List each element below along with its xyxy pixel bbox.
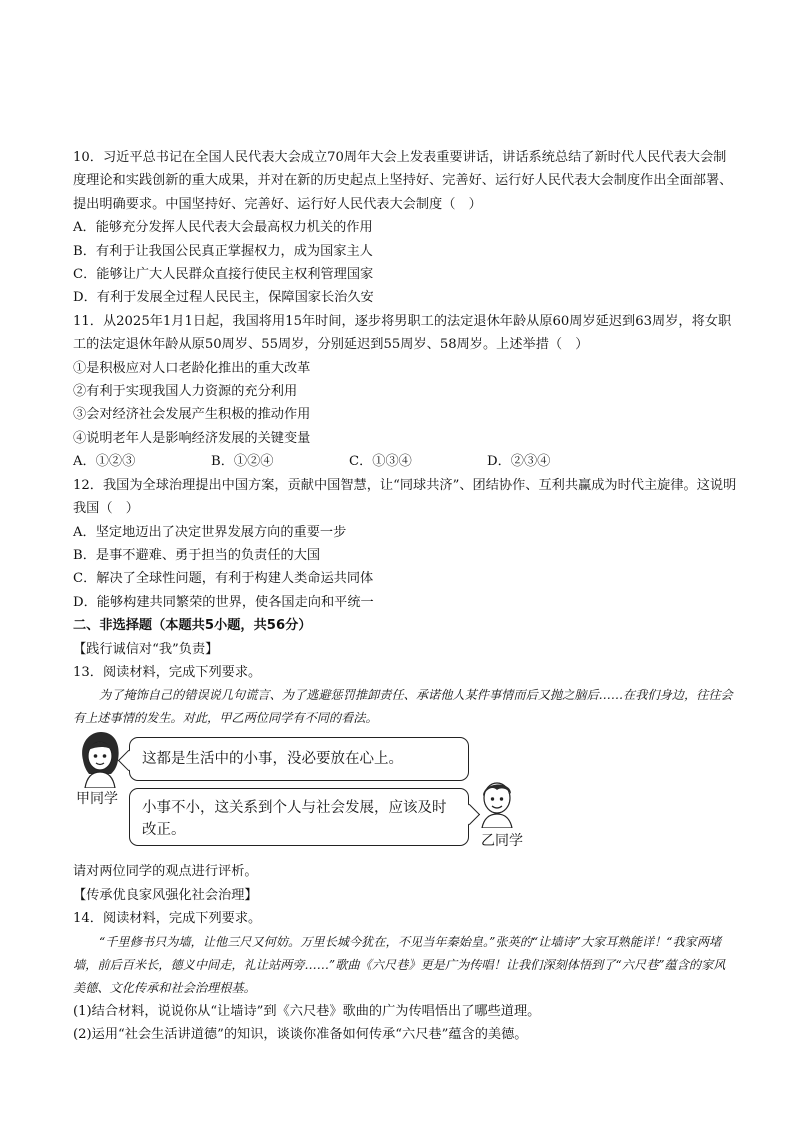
q14-stem: 14．阅读材料，完成下列要求。 — [73, 911, 262, 927]
q13-task: 请对两位同学的观点进行评析。 — [73, 864, 258, 880]
section-title: 二、非选择题（本题共5小题，共56分） — [73, 618, 312, 634]
q10-option-d: D．有利于发展全过程人民民主，保障国家长治久安 — [73, 290, 374, 306]
q13-dialog-illustration — [73, 732, 737, 854]
student-a-label: 甲同学 — [76, 791, 118, 808]
exam-page — [73, 146, 737, 1046]
q14-material: “千里修书只为墙，让他三尺又何妨。万里长城今犹在，不见当年秦始皇。”张英的“让墙诗”大家耳熟能详！“我家两堵墙，前后百米长，德义中间走，礼让站两旁……”歌曲《六尺巷》更是广为传唱！让我们深刻体悟到了“六尺巷”蕴含的家风美德、文化传承和社会治理根基。 — [73, 934, 726, 995]
speech-bubble-a: 这都是生活中的小事，没必要放在心上。 — [129, 737, 469, 781]
q11-choice-d: D．②③④ — [487, 454, 551, 470]
q10-option-b: B．有利于让我国公民真正掌握权力，成为国家主人 — [73, 243, 373, 259]
q10-option-c: C．能够让广大人民群众直接行使民主权利管理国家 — [73, 267, 374, 283]
q11-choice-b: B．①②④ — [211, 454, 274, 470]
q11-stem: 11．从2025年1月1日起，我国将用15年时间，逐步将男职工的法定退休年龄从原60周岁延迟到63周岁，将女职工的法定退休年龄从原50周岁、55周岁，分别延迟到55周岁、58周岁。上述举措（ ） — [73, 313, 732, 353]
q14-theme: 【传承优良家风强化社会治理】 — [73, 887, 258, 903]
q12-option-c: C．解决了全球性问题，有利于构建人类命运共同体 — [73, 571, 374, 587]
q11-choices — [73, 450, 737, 473]
boy-avatar-icon — [477, 776, 517, 828]
q13-material: 为了掩饰自己的错误说几句谎言、为了逃避惩罚推卸责任、承诺他人某件事情而后又抛之脑后……在我们身边，往往会有上述事情的发生。对此，甲乙两位同学有不同的看法。 — [73, 688, 733, 726]
q12-option-b: B．是事不避难、勇于担当的负责任的大国 — [73, 547, 321, 563]
student-b-label: 乙同学 — [481, 833, 523, 850]
q11-statement-4: ④说明老年人是影响经济发展的关键变量 — [73, 430, 311, 446]
q13-stem: 13．阅读材料，完成下列要求。 — [73, 664, 262, 680]
speech-bubble-b: 小事不小，这关系到个人与社会发展，应该及时改正。 — [129, 788, 469, 846]
q12-option-d: D．能够构建共同繁荣的世界，使各国走向和平统一 — [73, 594, 374, 610]
q10-stem: 10．习近平总书记在全国人民代表大会成立70周年大会上发表重要讲话，讲话系统总结了新时代人民代表大会制度理论和实践创新的重大成果，并对在新的历史起点上坚持好、完善好、运行好人民代表大会制度作出全面部署、提出明确要求。中国坚持好、完善好、运行好人民代表大会制度（ ） — [73, 150, 733, 212]
q11-statement-1: ①是积极应对人口老龄化推出的重大改革 — [73, 360, 311, 376]
q14-task-2: (2)运用“社会生活讲道德”的知识，谈谈你准备如何传承“六尺巷”蕴含的美德。 — [73, 1026, 528, 1042]
q14-task-1: (1)结合材料，说说你从“让墙诗”到《六尺巷》歌曲的广为传唱悟出了哪些道理。 — [73, 1003, 541, 1019]
q10-option-a: A．能够充分发挥人民代表大会最高权力机关的作用 — [73, 220, 373, 236]
q11-statement-2: ②有利于实现我国人力资源的充分利用 — [73, 384, 298, 400]
q11-choice-c: C．①③④ — [349, 454, 412, 470]
q11-statement-3: ③会对经济社会发展产生积极的推动作用 — [73, 407, 311, 423]
q12-stem: 12．我国为全球治理提出中国方案，贡献中国智慧，让“同球共济”、团结协作、互利共赢成为时代主旋律。这说明我国（ ） — [73, 477, 737, 517]
girl-avatar-icon — [77, 730, 123, 788]
q13-theme: 【践行诚信对“我”负责】 — [73, 641, 219, 657]
q12-option-a: A．坚定地迈出了决定世界发展方向的重要一步 — [73, 524, 347, 540]
q11-choice-a: A．①②③ — [73, 454, 136, 470]
